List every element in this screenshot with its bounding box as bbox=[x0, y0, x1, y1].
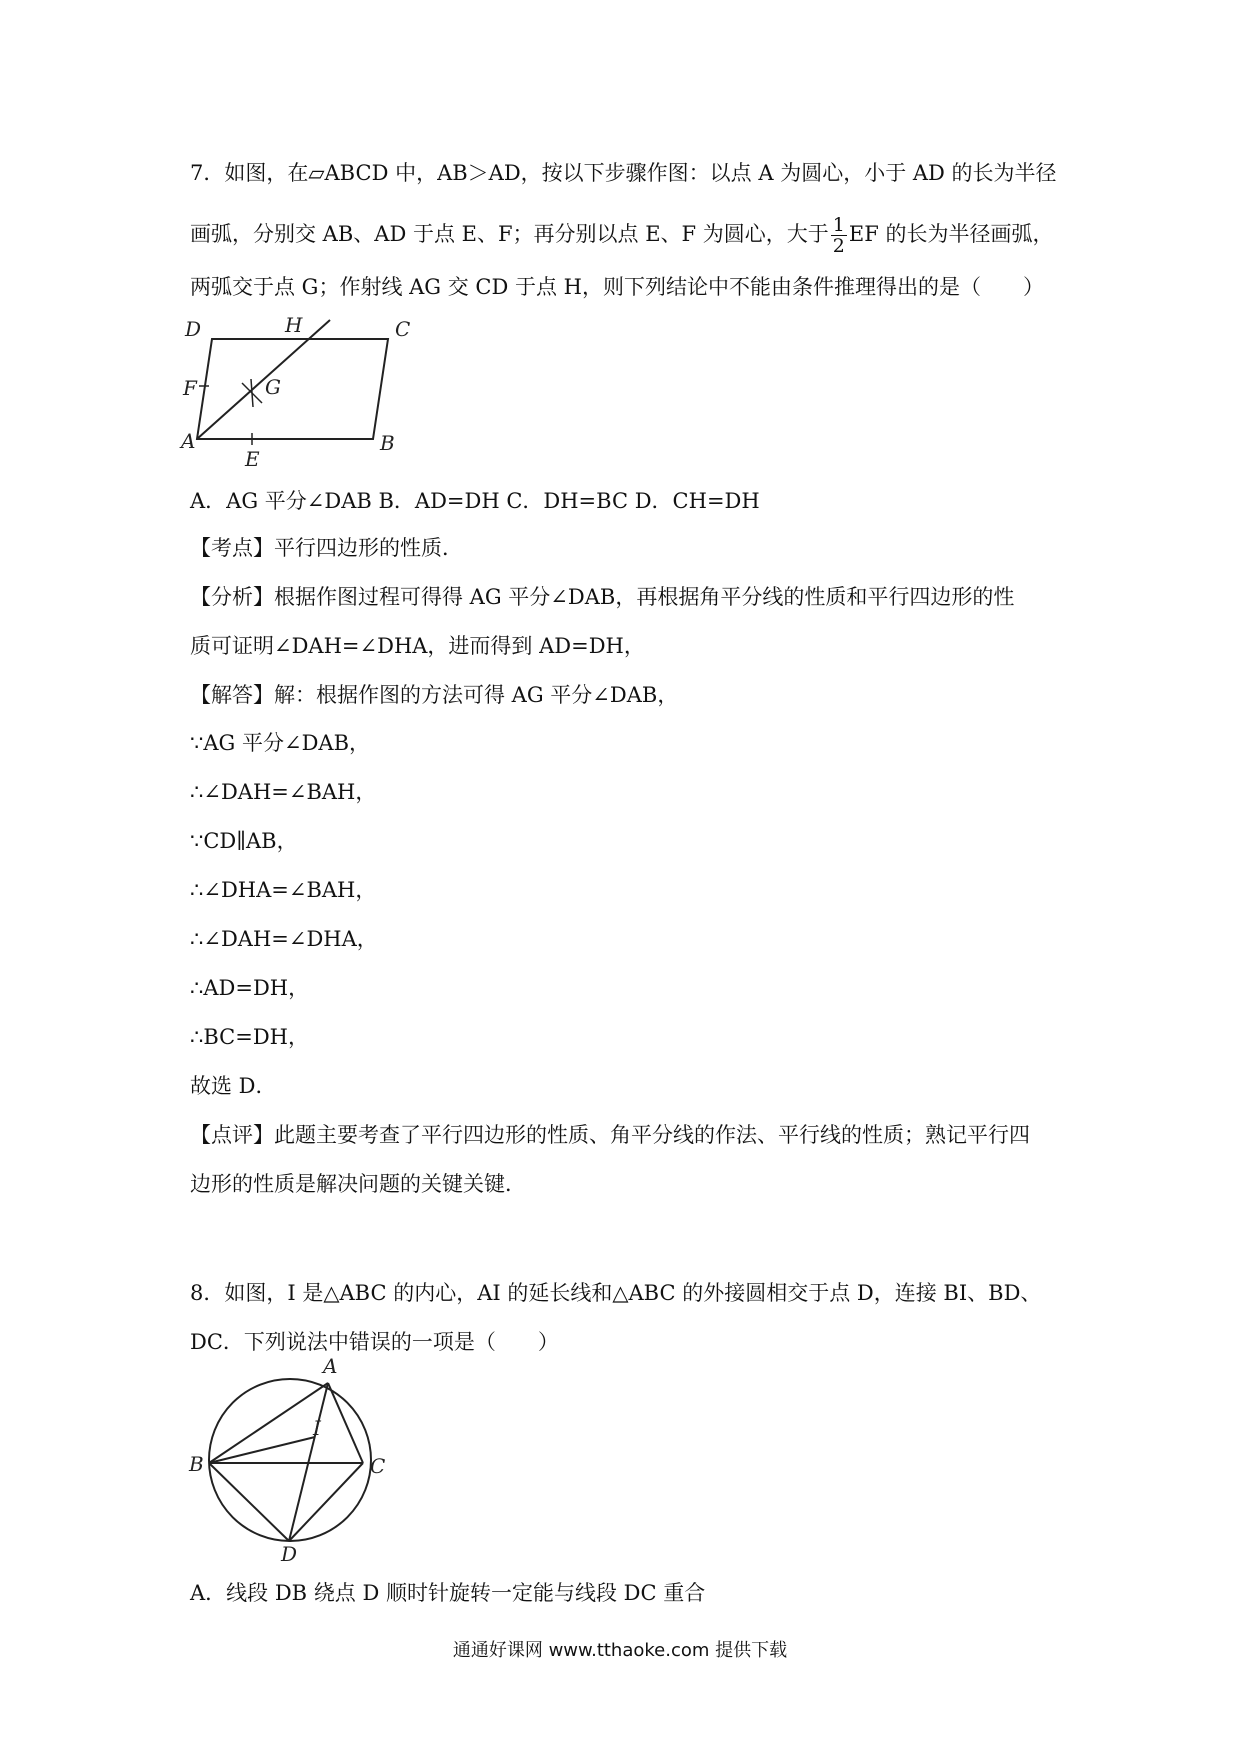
q7-step-2: ∴∠DAH=∠BAH， bbox=[190, 780, 377, 804]
q8-stem-line1: 8．如图，I 是△ABC 的内心，AI 的延长线和△ABC 的外接圆相交于点 D，连接 BI、BD、 bbox=[190, 1281, 1042, 1305]
label-h: H bbox=[285, 313, 303, 337]
q7-stem-line1: 7．如图，在▱ABCD 中，AB＞AD，按以下步骤作图：以点 A 为圆心，小于 AD 的长为半径 bbox=[190, 161, 1057, 185]
q7-stem-line3: 两弧交于点 G；作射线 AG 交 CD 于点 H，则下列结论中不能由条件推理得出的是（ ） bbox=[190, 275, 1044, 299]
q7-step-6: ∴AD=DH， bbox=[190, 976, 310, 1000]
label-a: A bbox=[323, 1354, 338, 1378]
q7-dianping-line2: 边形的性质是解决问题的关键关键． bbox=[190, 1172, 526, 1196]
label-b: B bbox=[189, 1452, 204, 1476]
circle-triangle-figure bbox=[185, 1354, 395, 1566]
q7-kaodian: 【考点】平行四边形的性质． bbox=[190, 536, 463, 560]
circumcircle bbox=[209, 1379, 371, 1541]
side-ac bbox=[328, 1383, 363, 1463]
half-fraction bbox=[831, 215, 847, 256]
label-c: C bbox=[395, 317, 411, 341]
page-footer: 通通好课网 www.tthaoke.com 提供下载 bbox=[452, 1640, 788, 1661]
label-b: B bbox=[380, 431, 395, 455]
q7-stem-line2 bbox=[190, 215, 1053, 256]
fraction-numerator: 1 bbox=[832, 214, 845, 236]
q7-fenxi-line1: 【分析】根据作图过程可得得 AG 平分∠DAB，再根据角平分线的性质和平行四边形的性 bbox=[190, 585, 1015, 609]
parallelogram-figure bbox=[181, 310, 425, 471]
q7-jieda: 【解答】解：根据作图的方法可得 AG 平分∠DAB， bbox=[190, 683, 679, 707]
label-d: D bbox=[185, 317, 202, 341]
segment-bi bbox=[209, 1437, 315, 1463]
label-a: A bbox=[181, 429, 196, 453]
label-i: I bbox=[313, 1416, 321, 1440]
q7-step-5: ∴∠DAH=∠DHA， bbox=[190, 927, 378, 951]
q7-stem-line2-post: EF 的长为半径画弧， bbox=[848, 222, 1054, 246]
label-d: D bbox=[281, 1542, 298, 1566]
q7-fenxi-line2: 质可证明∠DAH=∠DHA，进而得到 AD=DH， bbox=[190, 634, 645, 658]
arc-mark-g2 bbox=[251, 379, 253, 407]
segment-dc bbox=[289, 1463, 363, 1541]
q7-stem-line2-pre: 画弧，分别交 AB、AD 于点 E、F；再分别以点 E、F 为圆心，大于 bbox=[190, 222, 829, 246]
q7-step-7: ∴BC=DH， bbox=[190, 1025, 309, 1049]
label-g: G bbox=[265, 375, 281, 399]
q7-dianping-line1: 【点评】此题主要考查了平行四边形的性质、角平分线的作法、平行线的性质；熟记平行四 bbox=[190, 1123, 1030, 1147]
q7-step-4: ∴∠DHA=∠BAH， bbox=[190, 878, 377, 902]
q8-stem-line2: DC．下列说法中错误的一项是（ ） bbox=[190, 1330, 559, 1354]
q8-option-a: A．线段 DB 绕点 D 顺时针旋转一定能与线段 DC 重合 bbox=[190, 1581, 706, 1605]
q7-answer: 故选 D． bbox=[190, 1074, 277, 1098]
ray-ag bbox=[197, 320, 330, 439]
fraction-denominator: 2 bbox=[832, 235, 845, 257]
q7-step-1: ∵AG 平分∠DAB， bbox=[190, 731, 371, 755]
label-e: E bbox=[245, 447, 260, 471]
q7-step-3: ∵CD∥AB， bbox=[190, 829, 298, 853]
label-c: C bbox=[370, 1454, 386, 1478]
side-ab bbox=[209, 1383, 328, 1463]
q7-options: A．AG 平分∠DAB B．AD=DH C．DH=BC D．CH=DH bbox=[190, 489, 760, 513]
label-f: F bbox=[183, 376, 197, 400]
